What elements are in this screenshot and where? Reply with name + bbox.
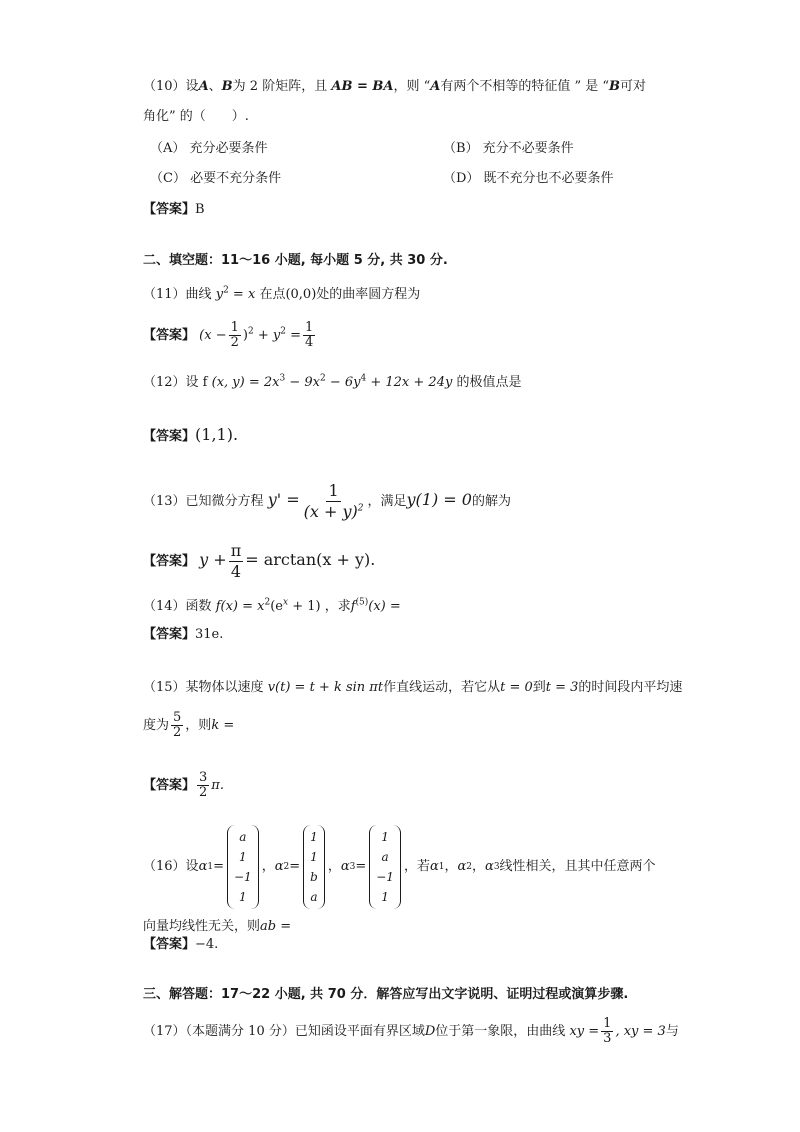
q10-option-a: （A） 充分必要条件 [150,141,268,156]
q11-answer: 【答案】 (x − $\frac{1}{2}$ )$^2 + y^2$ = $\frac{1}{4}$ [143,320,314,350]
q10-option-c: （C） 必要不充分条件 [150,171,282,186]
fraction: $\frac{1}{(x + y)^2}$ [303,481,364,521]
q10-number: （10） [143,79,186,94]
fraction: $\frac{5}{2}$ [173,710,182,740]
q14-answer: 【答案】31e. [143,627,224,642]
q15-answer: 【答案】 $\frac{3}{2}$ π. [143,770,224,800]
q17-line1: （17）（本题满分 10 分）已知函设平面有界区域D位于第一象限，由曲线 xy = $\frac{1}{3}$ , xy = 3与 [143,1016,679,1046]
q12-question: （12）设 f (x, $y) = 2x^3 - 9x^2 - 6y^4 + 12x + 24y$ 的极值点是 [143,373,522,390]
q10-answer: 【答案】B [143,202,205,217]
q10-option-b: （B） 充分不必要条件 [443,141,574,156]
q16-line1: （16） 设 α 1 = a 1 −1 1 ， α 2 = 1 1 b a ， α 3 = 1 a −1 1 ，若 α 1 ， α 2 ， α 3 线性相关，且其中任意两个 [143,822,656,912]
q13-question: （13）已知微分方程 y' = $\frac{1}{(x + y)^2}$ ，满足y(1) = 0的解为 [143,481,511,521]
q12-answer: 【答案】(1,1). [143,425,239,444]
section2-heading: 二、填空题：11～16 小题, 每小题 5 分, 共 30 分. [143,253,448,268]
fraction: $\frac{1}{3}$ [603,1016,612,1046]
vector-alpha-1: a 1 −1 1 [227,825,259,909]
fraction: $\frac{1}{2}$ [230,320,239,350]
q16-answer: 【答案】−4. [143,937,219,952]
fraction: $\frac{3}{2}$ [199,770,208,800]
q10-line2: 角化” 的（ ）. [143,109,249,124]
q14-question: （14）函数 $f(x) = x^2(e^x + 1)$ ，求$f^{(5)}(x)$ = [143,597,401,614]
q16-line2: 向量均线性无关，则ab = [143,919,292,934]
q13-answer: 【答案】 y + $\frac{\pi}{4}$ = arctan(x + y). [143,541,376,581]
vector-alpha-3: 1 a −1 1 [369,825,401,909]
section3-heading: 三、解答题：17～22 小题, 共 70 分．解答应写出文字说明、证明过程或演算步骤. [143,987,629,1002]
q11-question: （11）曲线 $y^2 = x$ 在点(0,0)处的曲率圆方程为 [143,285,421,302]
fraction: $\frac{\pi}{4}$ [230,541,242,581]
q15-line1: （15）某物体以速度 v(t) = t + k sin πt作直线运动，若它从t = 0到t = 3的时间段内平均速 [143,680,683,695]
q15-line2: 度为 $\frac{5}{2}$ ，则k = [143,710,235,740]
q10-option-d: （D） 既不充分也不必要条件 [443,171,614,186]
vector-alpha-2: 1 1 b a [303,825,325,909]
q10-line1: （10）设A、B为 2 阶矩阵，且 AB = BA，则 “A有两个不相等的特征值 ” 是 “B可对 [143,79,647,94]
fraction: $\frac{1}{4}$ [304,320,314,350]
